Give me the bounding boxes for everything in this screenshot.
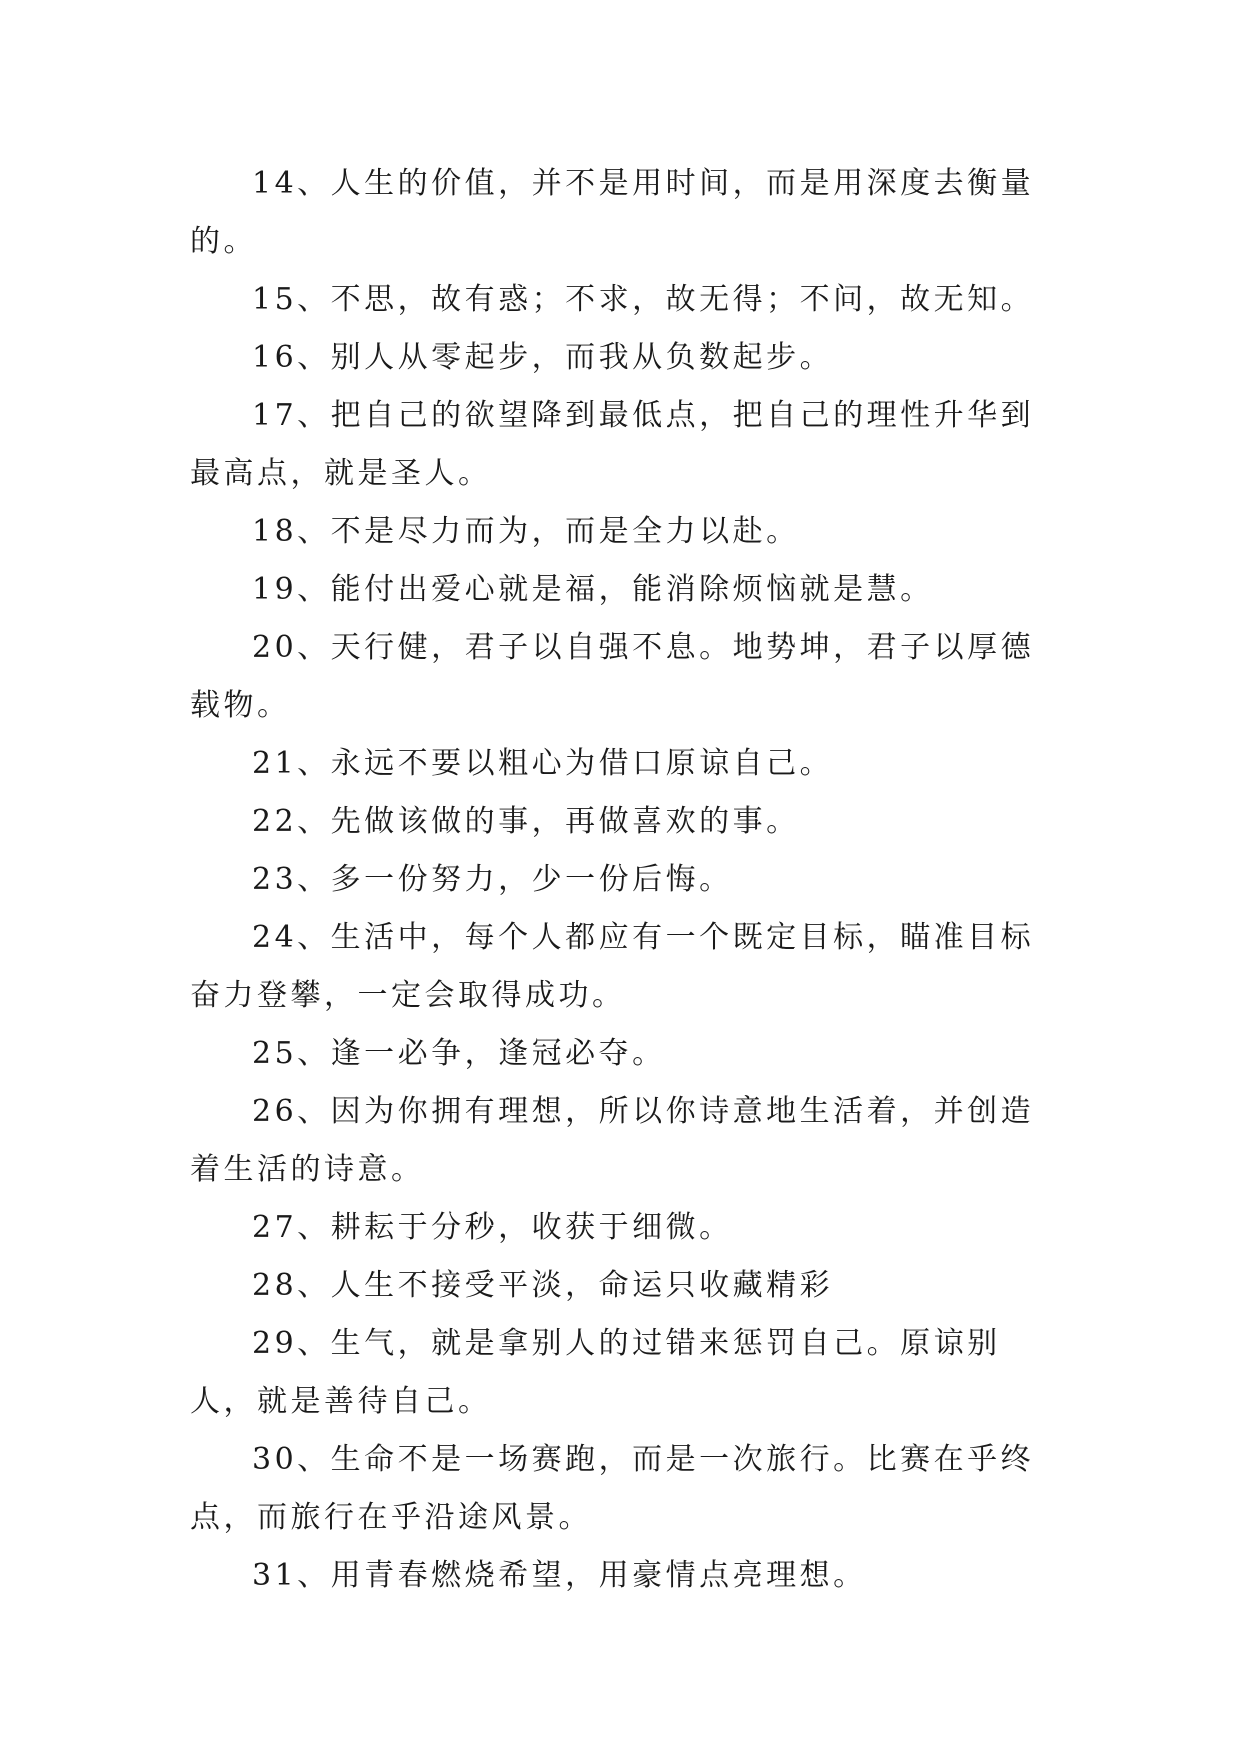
paragraph: 26、因为你拥有理想，所以你诗意地生活着，并创造着生活的诗意。 [190, 1094, 1035, 1187]
paragraph: 29、生气，就是拿别人的过错来惩罚自己。原谅别人，就是善待自己。 [190, 1326, 1001, 1419]
paragraph: 27、耕耘于分秒，收获于细微。 [252, 1210, 733, 1245]
paragraph: 24、生活中，每个人都应有一个既定目标，瞄准目标奋力登攀，一定会取得成功。 [190, 920, 1035, 1013]
document-body [190, 155, 1050, 1605]
paragraph: 23、多一份努力，少一份后悔。 [252, 862, 733, 897]
paragraph: 21、永远不要以粗心为借口原谅自己。 [252, 746, 834, 781]
paragraph: 16、别人从零起步，而我从负数起步。 [252, 340, 834, 375]
paragraph: 30、生命不是一场赛跑，而是一次旅行。比赛在乎终点，而旅行在乎沿途风景。 [190, 1442, 1035, 1535]
paragraph: 14、人生的价值，并不是用时间，而是用深度去衡量的。 [190, 166, 1035, 259]
paragraph: 28、人生不接受平淡，命运只收藏精彩 [252, 1268, 834, 1303]
paragraph: 17、把自己的欲望降到最低点，把自己的理性升华到最高点，就是圣人。 [190, 398, 1035, 491]
paragraph: 20、天行健，君子以自强不息。地势坤，君子以厚德载物。 [190, 630, 1035, 723]
paragraph: 31、用青春燃烧希望，用豪情点亮理想。 [252, 1558, 867, 1593]
paragraph: 18、不是尽力而为，而是全力以赴。 [252, 514, 800, 549]
paragraph: 15、不思，故有惑；不求，故无得；不问，故无知。 [252, 282, 1035, 317]
paragraph: 19、能付出爱心就是福，能消除烦恼就是慧。 [252, 572, 934, 607]
paragraph: 22、先做该做的事，再做喜欢的事。 [252, 804, 800, 839]
paragraph: 25、逢一必争，逢冠必夺。 [252, 1036, 666, 1071]
